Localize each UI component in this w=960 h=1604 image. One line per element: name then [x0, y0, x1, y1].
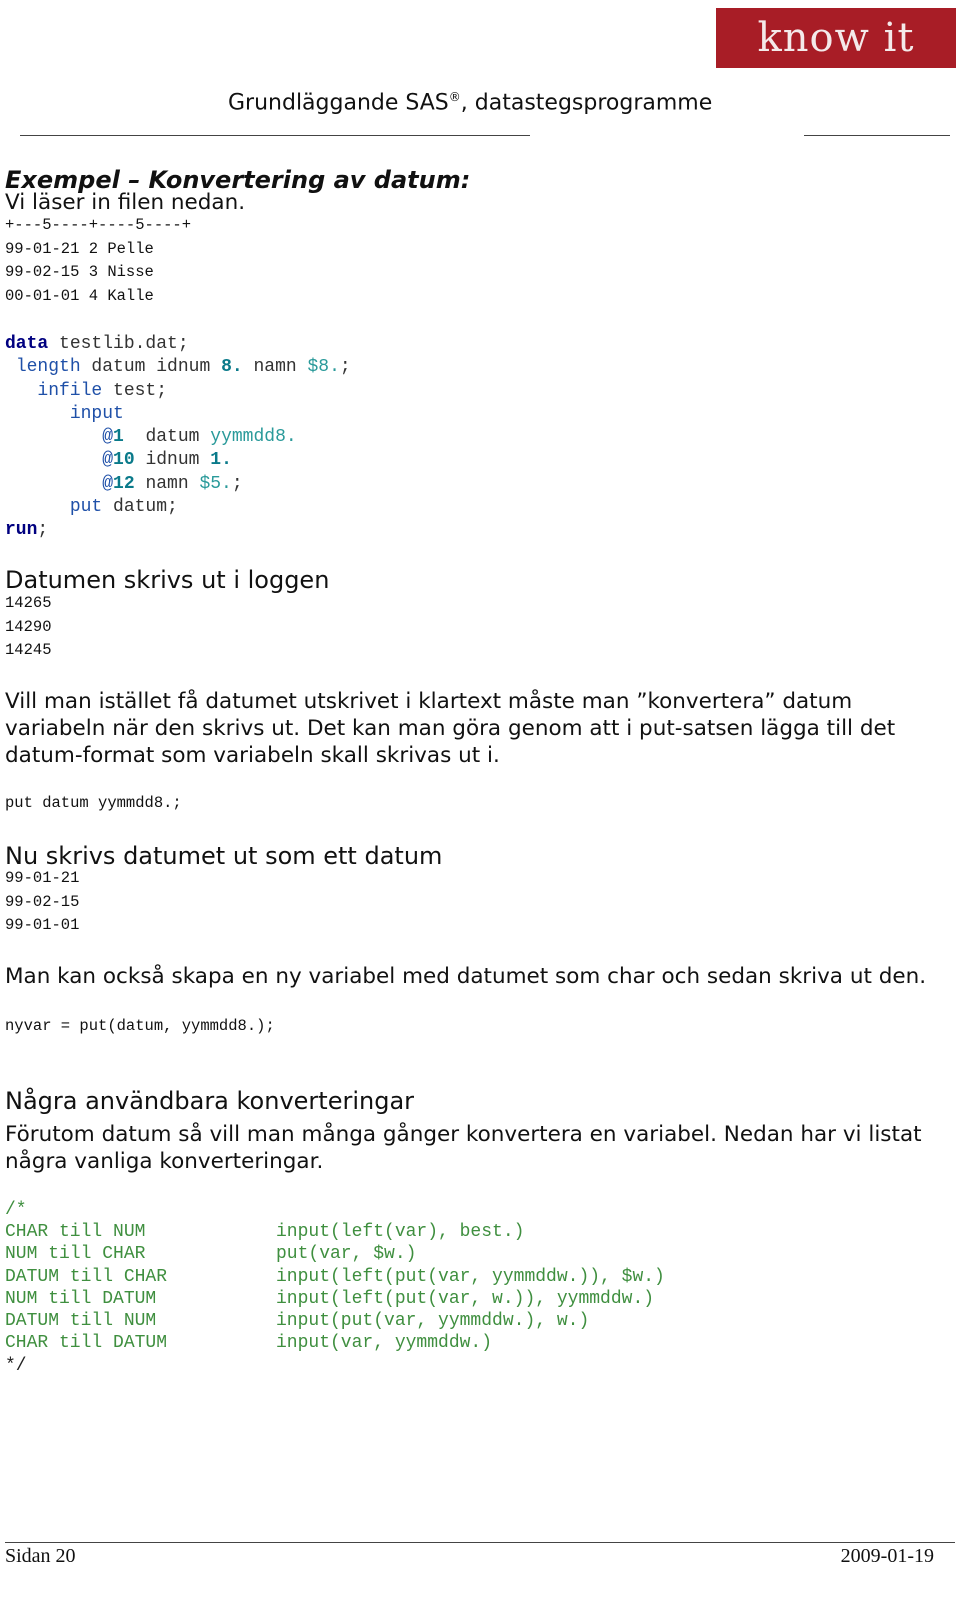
paragraph-new-variable: Man kan också skapa en ny variabel med datumet som char och sedan skriva ut den.	[5, 964, 927, 989]
code-line: put datum;	[69, 497, 178, 518]
code-line: run;	[5, 520, 49, 541]
code-line: @10 idnum 1.	[102, 450, 232, 471]
conversions-heading: Några användbara konverteringar	[5, 1087, 415, 1115]
date-values	[5, 867, 79, 938]
paragraph-convert-date: Vill man istället få datumet utskrivet i klartext måste man ”konvertera” datum variabeln när den skrivs ut. Det kan man göra genom att i put-satsen lägga till det datum-format som variabeln skall skrivas ut i.	[5, 689, 896, 768]
example-heading: Exempel – Konvertering av datum:	[5, 166, 471, 194]
conversion-code: input(left(var), best.)	[276, 1222, 525, 1242]
company-logo: know it	[716, 8, 956, 68]
conversion-label: CHAR till DATUM	[5, 1333, 168, 1354]
title-rest: , datastegsprogramme	[460, 90, 713, 116]
code-line: @12 namn $5.;	[102, 473, 243, 494]
code-line: length datum idnum 8. namn $8.;	[15, 357, 351, 378]
log-value: 14245	[5, 641, 52, 659]
conversion-codes	[276, 1221, 665, 1355]
log-value: 14290	[5, 617, 52, 636]
conversion-code: put(var, $w.)	[276, 1244, 417, 1265]
page-number: Sidan 20	[5, 1545, 76, 1567]
conversion-code: input(put(var, yymmddw.), w.)	[276, 1311, 590, 1332]
sas-code-block	[5, 333, 351, 543]
file-line: 99-02-15 3 Nisse	[5, 263, 154, 281]
intro-text: Vi läser in filen nedan.	[5, 190, 246, 215]
date-value: 99-02-15	[5, 892, 80, 911]
log-value: 14265	[5, 594, 52, 612]
code-line: infile test;	[37, 380, 168, 401]
log-values	[5, 592, 52, 663]
title-main: Grundläggande SAS	[228, 90, 449, 116]
nyvar-statement: nyvar = put(datum, yymmdd8.);	[5, 1017, 275, 1035]
code-line: data testlib.dat;	[5, 334, 189, 354]
conversion-label: NUM till CHAR	[5, 1244, 146, 1265]
date-value: 99-01-01	[5, 916, 80, 934]
footer-rule	[5, 1542, 955, 1543]
conversion-labels	[5, 1221, 167, 1355]
conversion-code: input(var, yymmddw.)	[276, 1333, 493, 1354]
conversion-code: input(left(put(var, w.)), yymmddw.)	[276, 1288, 655, 1309]
conversion-label: DATUM till CHAR	[5, 1266, 168, 1287]
code-line: input	[69, 403, 124, 424]
comment-close: */	[5, 1356, 27, 1376]
paragraph-conversions: Förutom datum så vill man många gånger konvertera en variabel. Nedan har vi listat några vanliga konverteringar.	[5, 1122, 922, 1174]
file-line: 00-01-01 4 Kalle	[5, 286, 154, 305]
document-title	[228, 90, 712, 115]
header-rule-right	[804, 135, 950, 136]
conversion-code: input(left(put(var, yymmddw.)), $w.)	[276, 1266, 665, 1287]
conversion-label: CHAR till NUM	[5, 1222, 146, 1242]
file-contents	[5, 214, 191, 308]
header-rule-left	[20, 135, 530, 136]
date-output-heading: Nu skrivs datumet ut som ett datum	[5, 842, 443, 870]
document-date: 2009-01-19	[840, 1545, 934, 1567]
code-line: @1 datum yymmdd8.	[102, 427, 297, 448]
file-line: +---5----+----5----+	[5, 216, 192, 234]
put-statement: put datum yymmdd8.;	[5, 794, 182, 812]
file-line: 99-01-21 2 Pelle	[5, 239, 154, 258]
log-heading: Datumen skrivs ut i loggen	[5, 566, 330, 594]
date-value: 99-01-21	[5, 869, 80, 887]
comment-open: /*	[5, 1200, 27, 1220]
conversion-label: DATUM till NUM	[5, 1311, 157, 1332]
registered-mark: ®	[448, 90, 461, 104]
conversion-label: NUM till DATUM	[5, 1288, 157, 1309]
